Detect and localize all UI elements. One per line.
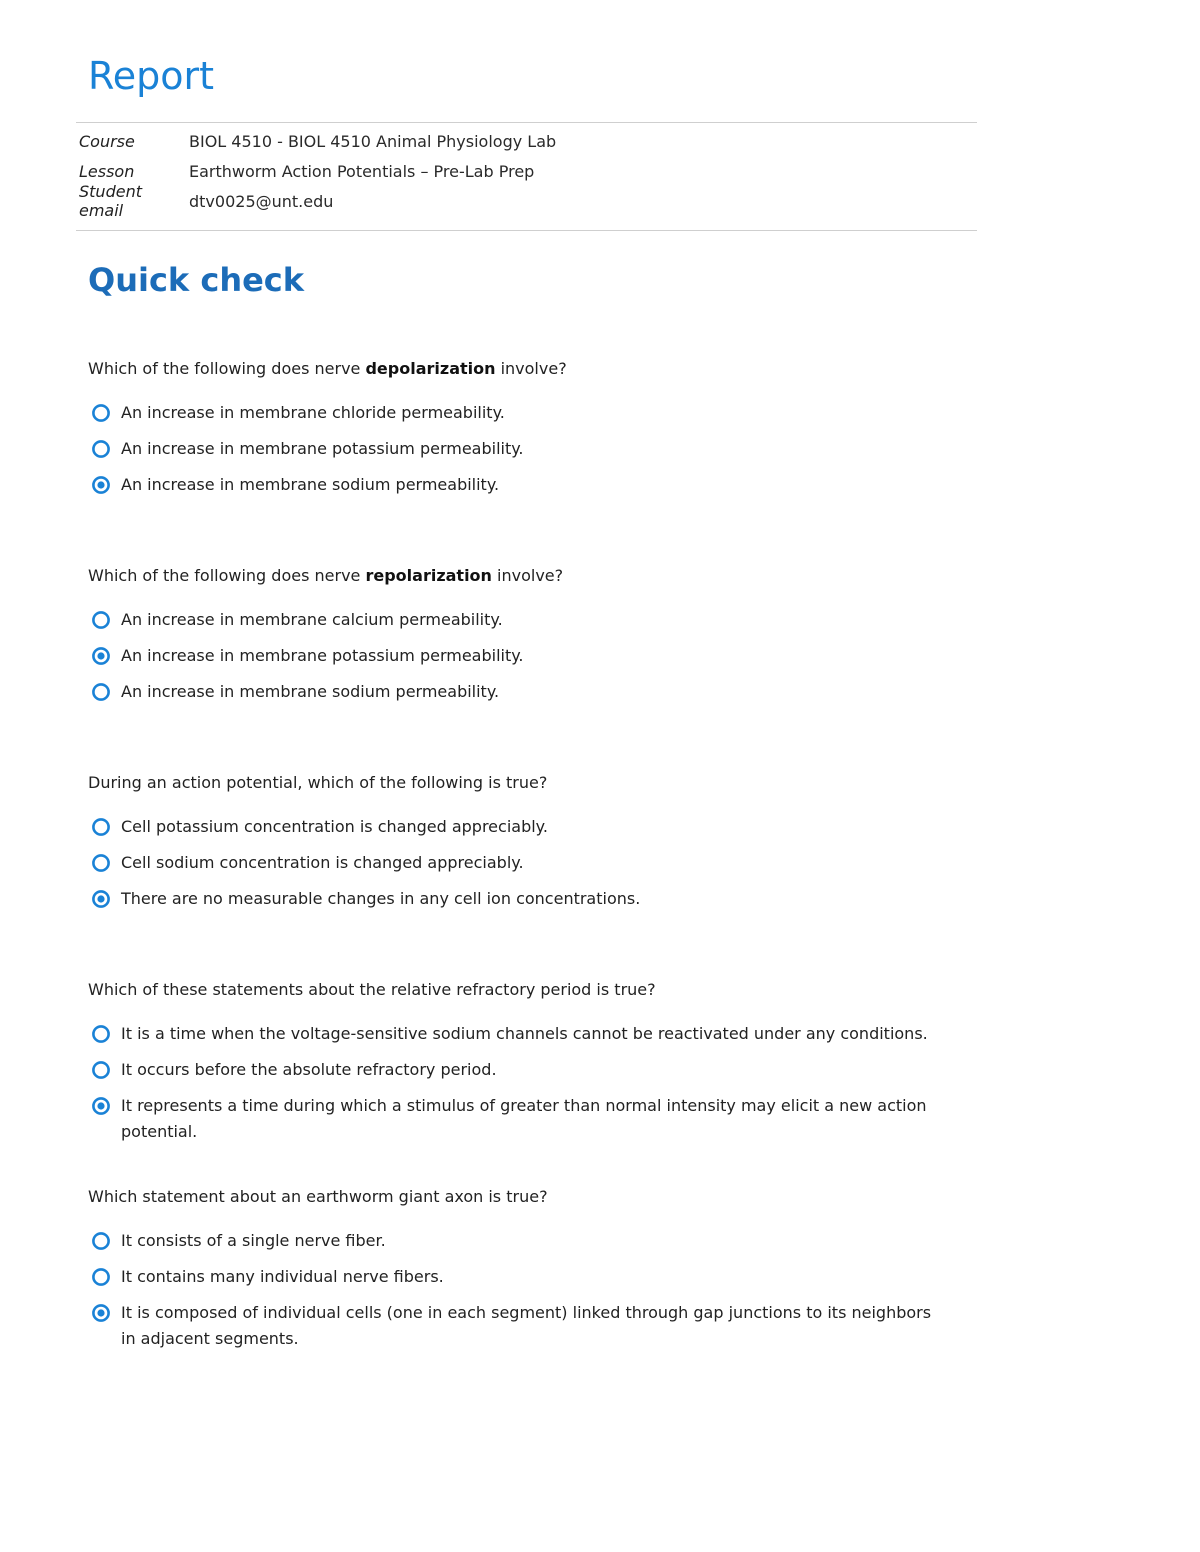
answer-option[interactable] <box>88 400 968 426</box>
answer-label: An increase in membrane calcium permeability. <box>121 610 503 629</box>
answer-label: There are no measurable changes in any cell ion concentrations. <box>121 889 641 908</box>
meta-value: Earthworm Action Potentials – Pre-Lab Prep <box>189 161 535 181</box>
header-divider-bottom <box>76 230 977 231</box>
radio-unselected-icon[interactable] <box>91 1231 111 1251</box>
question-text <box>88 978 968 1002</box>
question-prefix: Which of the following does nerve <box>88 566 366 585</box>
answer-label: It represents a time during which a stimulus of greater than normal intensity may elicit a new action potential. <box>121 1096 927 1141</box>
answer-label: An increase in membrane potassium permeability. <box>121 646 524 665</box>
radio-unselected-icon[interactable] <box>91 403 111 423</box>
answer-option[interactable] <box>88 1093 968 1145</box>
meta-row-student-email <box>79 182 979 220</box>
radio-unselected-icon[interactable] <box>91 1267 111 1287</box>
answer-option[interactable] <box>88 679 968 705</box>
answer-option[interactable] <box>88 472 968 498</box>
radio-selected-icon[interactable] <box>91 646 111 666</box>
question-2 <box>88 564 968 715</box>
answer-label: It contains many individual nerve fibers. <box>121 1267 444 1286</box>
question-suffix: involve? <box>495 359 567 378</box>
question-5 <box>88 1185 968 1362</box>
question-prefix: Which statement about an earthworm giant axon is true? <box>88 1187 548 1206</box>
answer-label: An increase in membrane sodium permeability. <box>121 682 500 701</box>
question-text <box>88 1185 968 1209</box>
meta-label: Course <box>79 131 135 151</box>
radio-unselected-icon[interactable] <box>91 439 111 459</box>
radio-selected-icon[interactable] <box>91 889 111 909</box>
radio-unselected-icon[interactable] <box>91 1024 111 1044</box>
radio-unselected-icon[interactable] <box>91 817 111 837</box>
question-prefix: During an action potential, which of the following is true? <box>88 773 548 792</box>
answer-label: It consists of a single nerve fiber. <box>121 1231 386 1250</box>
question-1 <box>88 357 968 508</box>
answer-option[interactable] <box>88 1264 968 1290</box>
meta-value: BIOL 4510 - BIOL 4510 Animal Physiology Lab <box>189 131 557 151</box>
answer-label: An increase in membrane sodium permeability. <box>121 475 500 494</box>
radio-unselected-icon[interactable] <box>91 1060 111 1080</box>
question-bold: depolarization <box>365 359 496 378</box>
answer-option[interactable] <box>88 1057 968 1083</box>
answer-option[interactable] <box>88 886 968 912</box>
meta-label: Lesson <box>79 161 135 181</box>
radio-selected-icon[interactable] <box>91 475 111 495</box>
answer-option[interactable] <box>88 643 968 669</box>
meta-row-lesson <box>79 156 979 186</box>
question-prefix: Which of the following does nerve <box>88 359 366 378</box>
report-meta <box>79 126 979 220</box>
section-title: Quick check <box>88 261 305 299</box>
answer-label: Cell potassium concentration is changed appreciably. <box>121 817 548 836</box>
answer-label: It is a time when the voltage-sensitive sodium channels cannot be reactivated under any conditions. <box>121 1024 928 1043</box>
header-divider-top <box>76 122 977 123</box>
meta-value: dtv0025@unt.edu <box>189 191 334 211</box>
question-text <box>88 357 968 381</box>
radio-unselected-icon[interactable] <box>91 610 111 630</box>
answer-option[interactable] <box>88 814 968 840</box>
answer-option[interactable] <box>88 1228 968 1254</box>
question-suffix: involve? <box>491 566 564 585</box>
answer-label: It occurs before the absolute refractory period. <box>121 1060 497 1079</box>
answer-option[interactable] <box>88 1300 968 1352</box>
question-bold: repolarization <box>365 566 492 585</box>
radio-selected-icon[interactable] <box>91 1303 111 1323</box>
question-text <box>88 771 968 795</box>
question-4 <box>88 978 968 1155</box>
radio-unselected-icon[interactable] <box>91 682 111 702</box>
answer-label: Cell sodium concentration is changed appreciably. <box>121 853 524 872</box>
answer-label: An increase in membrane chloride permeability. <box>121 403 505 422</box>
meta-label: Student email <box>79 182 142 220</box>
report-title: Report <box>88 54 214 98</box>
answer-label: It is composed of individual cells (one in each segment) linked through gap junctions to its neighbors in adjacent segments. <box>121 1303 932 1348</box>
answer-option[interactable] <box>88 850 968 876</box>
answer-option[interactable] <box>88 436 968 462</box>
answer-option[interactable] <box>88 607 968 633</box>
answer-option[interactable] <box>88 1021 968 1047</box>
question-text <box>88 564 968 588</box>
radio-selected-icon[interactable] <box>91 1096 111 1116</box>
question-prefix: Which of these statements about the relative refractory period is true? <box>88 980 656 999</box>
answer-label: An increase in membrane potassium permeability. <box>121 439 524 458</box>
question-3 <box>88 771 968 922</box>
meta-row-course <box>79 126 979 156</box>
radio-unselected-icon[interactable] <box>91 853 111 873</box>
